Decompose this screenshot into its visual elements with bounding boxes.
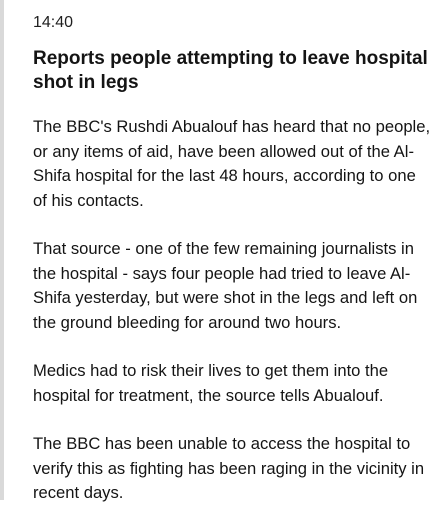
post-paragraph-3: Medics had to risk their lives to get them into the hospital for treatment, the source tells Abualouf. <box>33 361 389 405</box>
post-content <box>33 0 433 506</box>
post-timestamp: 14:40 <box>33 14 74 31</box>
post-paragraph-2: That source - one of the few remaining journalists in the hospital - says four people had tried to leave Al-Shifa yesterday, but were shot in the legs and left on the ground bleeding for around two hours. <box>33 239 418 332</box>
post-headline: Reports people attempting to leave hospital shot in legs <box>33 48 428 93</box>
post-paragraph-1: The BBC's Rushdi Abualouf has heard that no people, or any items of aid, have been allowed out of the Al-Shifa hospital for the last 48 hours, according to one of his contacts. <box>33 117 431 210</box>
post-paragraph-4: The BBC has been unable to access the hospital to verify this as fighting has been raging in the vicinity in recent days. <box>33 434 425 502</box>
timeline-rule <box>0 0 4 500</box>
